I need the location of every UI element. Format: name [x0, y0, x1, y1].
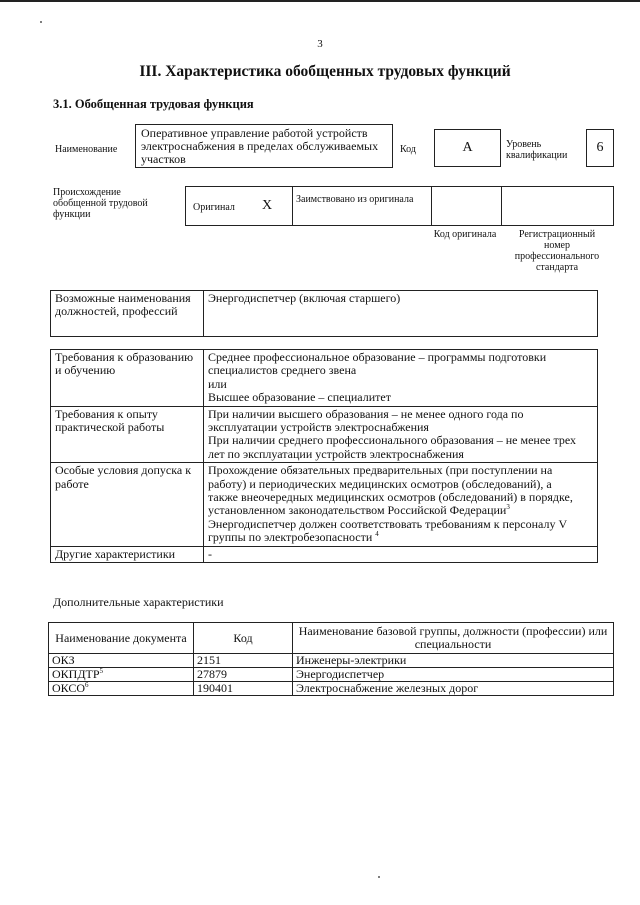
table-row	[51, 291, 598, 337]
table-row	[51, 406, 598, 463]
text-line: специалистов среднего звена	[208, 363, 357, 378]
text-line: эксплуатации устройств электроснабжения	[208, 420, 429, 435]
table-row	[49, 654, 614, 668]
table-row	[51, 546, 598, 562]
requirements-table	[50, 349, 598, 563]
origin-label: Происхождение обобщенной трудовой функции	[53, 187, 148, 220]
borrowed-label: Заимствовано из оригинала	[296, 194, 414, 205]
education-label: Требования к образованию и обучению	[51, 350, 204, 407]
table-cell: Электроснабжение железных дорог	[293, 682, 614, 696]
function-name-box	[135, 124, 393, 168]
education-value	[204, 350, 598, 407]
table-cell: Инженеры-электрики	[293, 654, 614, 668]
doc-name: ОКЗ	[52, 653, 75, 667]
level-label: Уровень квалификации	[506, 139, 568, 161]
positions-value: Энергодиспетчер (включая старшего)	[204, 291, 598, 337]
divider	[292, 187, 293, 225]
table-row	[49, 668, 614, 682]
additional-table	[48, 622, 614, 696]
original-mark: X	[262, 198, 273, 213]
table-cell	[49, 654, 194, 668]
column-header: Наименование документа	[49, 623, 194, 654]
table-cell: 27879	[194, 668, 293, 682]
section-title: III. Характеристика обобщенных трудовых функций	[139, 63, 511, 80]
scan-speck	[378, 876, 380, 878]
text-line: Среднее профессиональное образование – программы подготовки	[208, 350, 547, 364]
text-line: Высшее образование – специалитет	[208, 390, 391, 405]
table-cell: 2151	[194, 654, 293, 668]
reg-number-caption: Регистрационный номер профессионального стандарта	[514, 229, 600, 273]
positions-label: Возможные наименования должностей, профессий	[51, 291, 204, 337]
text-line: Прохождение обязательных предварительных (при поступлении на	[208, 463, 553, 478]
additional-title: Дополнительные характеристики	[53, 595, 224, 609]
column-header: Код	[194, 623, 293, 654]
code-label: Код	[400, 144, 416, 155]
table-row	[51, 350, 598, 407]
table-row	[51, 463, 598, 546]
footnote-ref: 4	[375, 530, 379, 539]
other-label: Другие характеристики	[51, 546, 204, 562]
experience-label: Требования к опыту практической работы	[51, 406, 204, 463]
original-label: Оригинал	[193, 202, 235, 213]
footnote-ref: 5	[99, 667, 104, 675]
special-conditions-label: Особые условия допуска к работе	[51, 463, 204, 546]
text-line: При наличии среднего профессионального образования – не менее трех	[208, 433, 577, 448]
footnote-ref: 3	[506, 503, 510, 512]
column-header: Наименование базовой группы, должности (профессии) или специальности	[293, 623, 614, 654]
divider	[501, 187, 502, 225]
scan-speck	[40, 21, 42, 23]
table-cell	[49, 668, 194, 682]
text-line: работу) и периодических медицинских осмотров (обследований), а	[208, 476, 552, 491]
text-line	[208, 531, 593, 544]
level-value: 6	[596, 140, 604, 155]
table-cell: Энергодиспетчер	[293, 668, 614, 682]
text-fragment: группы по электробезопасности	[208, 530, 373, 545]
table-header-row	[49, 623, 614, 654]
top-border-line	[0, 0, 640, 2]
other-value: -	[204, 546, 598, 562]
name-label: Наименование	[55, 144, 118, 155]
text-fragment: установленном законодательством Российской Федерации	[208, 503, 507, 518]
text-line	[208, 504, 593, 517]
table-cell	[49, 682, 194, 696]
experience-value	[204, 406, 598, 463]
text-line: также внеочередных медицинских осмотров (обследований) в порядке,	[208, 490, 573, 505]
table-row	[49, 682, 614, 696]
special-conditions-value	[204, 463, 598, 546]
text-line: или	[208, 376, 227, 391]
footnote-ref: 6	[85, 681, 89, 689]
positions-table	[50, 290, 598, 337]
text-line: Энергодиспетчер должен соответствовать требованиям к персоналу V	[208, 516, 568, 531]
divider	[431, 187, 432, 225]
text-line: При наличии высшего образования – не менее одного года по	[208, 406, 524, 421]
table-cell: 190401	[194, 682, 293, 696]
origin-box	[185, 186, 614, 226]
page-number: 3	[317, 38, 323, 50]
code-original-caption: Код оригинала	[433, 229, 497, 240]
level-box	[586, 129, 614, 167]
code-box	[434, 129, 501, 167]
function-name-value: Оперативное управление работой устройств электроснабжения в пределах обслуживаемых участков	[141, 126, 379, 166]
text-line: лет по эксплуатации устройств электроснабжения	[208, 446, 464, 461]
subsection-title: 3.1. Обобщенная трудовая функция	[53, 97, 254, 111]
doc-name: ОКСО	[52, 681, 86, 695]
code-value: А	[462, 140, 473, 155]
doc-name: ОКПДТР	[52, 667, 100, 681]
